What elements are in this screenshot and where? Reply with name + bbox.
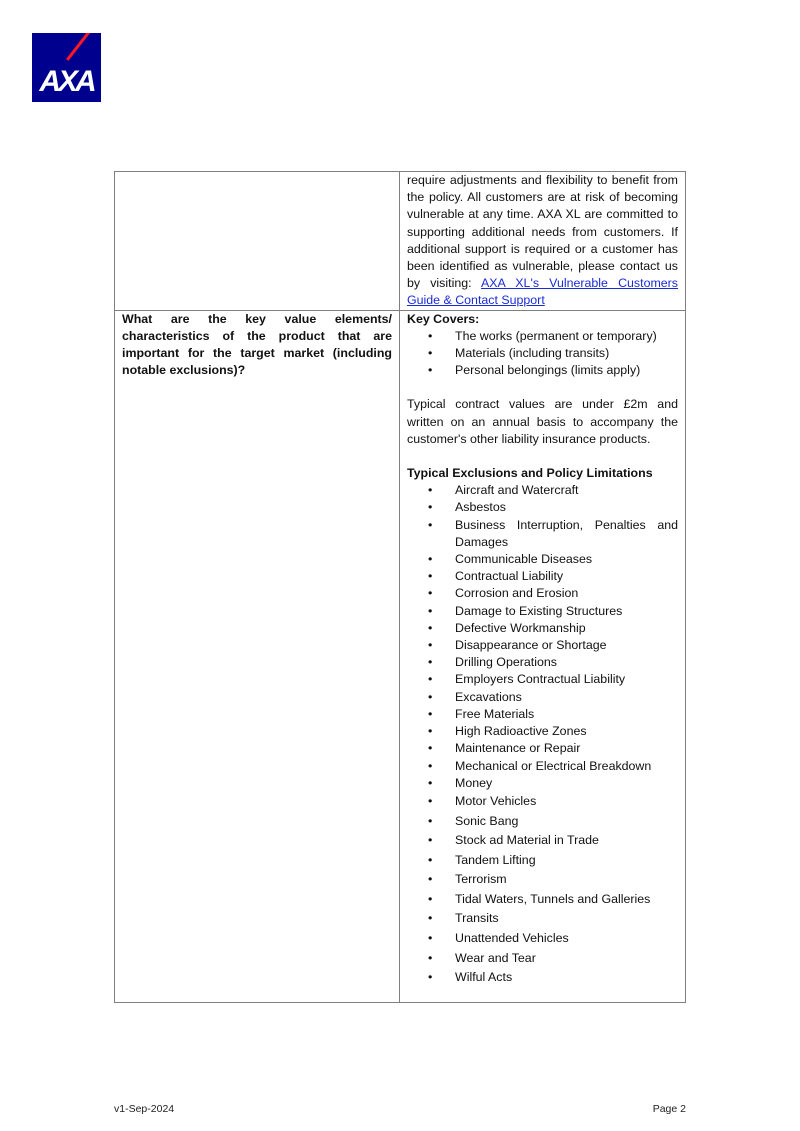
list-item: • Defective Workmanship (407, 620, 678, 637)
list-item: • Unattended Vehicles (407, 929, 678, 949)
list-item: • Disappearance or Shortage (407, 637, 678, 654)
empty-question-cell (115, 172, 400, 311)
vulnerable-customers-cell (400, 172, 686, 311)
list-item: • Maintenance or Repair (407, 740, 678, 757)
list-item: • Aircraft and Watercraft (407, 482, 678, 499)
list-item: • Excavations (407, 689, 678, 706)
footer-page-number: Page 2 (652, 1103, 686, 1115)
logo-slash (66, 33, 100, 61)
list-item: • Wear and Tear (407, 949, 678, 969)
list-item: • Personal belongings (limits apply) (407, 362, 678, 379)
list-item: • Drilling Operations (407, 654, 678, 671)
list-item: • The works (permanent or temporary) (407, 328, 678, 345)
vulnerable-customers-link[interactable]: AXA XL's Vulnerable Customers Guide & Contact Support (407, 276, 678, 308)
list-item: • Money (407, 775, 678, 792)
footer-version: v1-Sep-2024 (114, 1103, 175, 1115)
key-value-answer-cell (400, 310, 686, 1002)
list-item: • Materials (including transits) (407, 345, 678, 362)
list-item: • Transits (407, 909, 678, 929)
list-item: • Tidal Waters, Tunnels and Galleries (407, 890, 678, 910)
list-item: • Motor Vehicles (407, 792, 678, 812)
list-item: • Terrorism (407, 870, 678, 890)
key-covers-heading: Key Covers: (407, 311, 480, 326)
contract-values-text: Typical contract values are under £2m and written on an annual basis to accompany the customer's other liability insurance products. (407, 397, 678, 446)
product-info-table (114, 171, 686, 1003)
list-item: • Stock ad Material in Trade (407, 831, 678, 851)
list-item: • Tandem Lifting (407, 851, 678, 871)
vulnerable-customers-text: require adjustments and flexibility to benefit from the policy. All customers are at risk of becoming vulnerable at any time. AXA XL are committed to supporting additional needs from customers. If additional support is required or a customer has been identified as vulnerable, please contact us by visiting: (407, 173, 678, 291)
exclusions-heading: Typical Exclusions and Policy Limitations (407, 466, 653, 481)
list-item: • Damage to Existing Structures (407, 603, 678, 620)
key-covers-list (407, 328, 678, 380)
exclusions-list-continued (407, 792, 678, 988)
list-item: • Asbestos (407, 499, 678, 516)
list-item: • Employers Contractual Liability (407, 671, 678, 688)
table-row-key-value-elements (115, 310, 686, 1002)
table-row-vulnerable-customers (115, 172, 686, 311)
list-item: • Mechanical or Electrical Breakdown (407, 758, 678, 775)
list-item: • Communicable Diseases (407, 551, 678, 568)
list-item: • Sonic Bang (407, 812, 678, 832)
key-value-question: What are the key value elements/ characteristics of the product that are important for the target market (including notable exclusions)? (115, 310, 400, 1002)
list-item: • Business Interruption, Penalties and Damages (407, 517, 678, 551)
list-item: • Wilful Acts (407, 968, 678, 988)
list-item: • High Radioactive Zones (407, 723, 678, 740)
exclusions-list (407, 482, 678, 792)
logo-wordmark: AXA (39, 65, 94, 98)
axa-logo (32, 33, 101, 102)
list-item: • Free Materials (407, 706, 678, 723)
list-item: • Contractual Liability (407, 568, 678, 585)
list-item: • Corrosion and Erosion (407, 585, 678, 602)
